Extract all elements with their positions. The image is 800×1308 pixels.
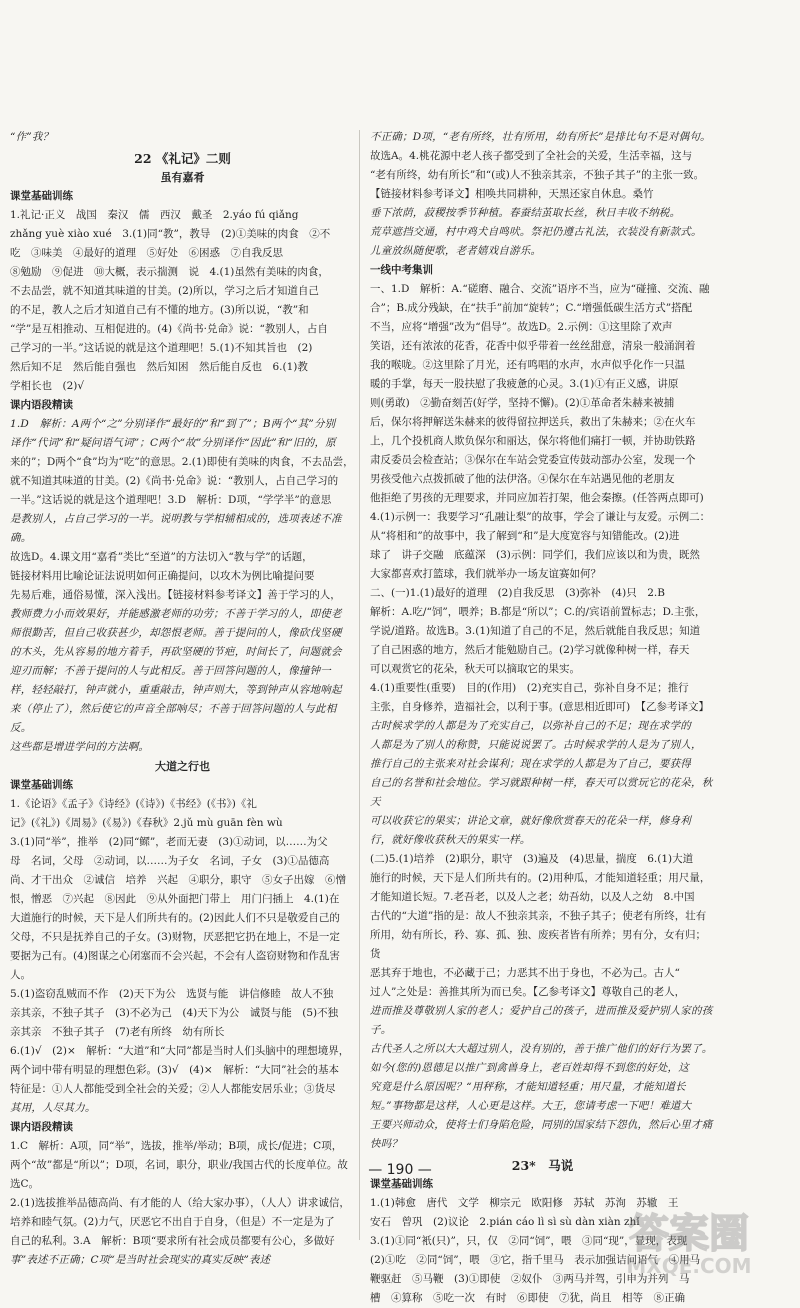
answer-line: 男孩受他六点拨抓破了他的法伊洛。④保尔在车站遇见他的老朋友 (370, 473, 675, 485)
answer-line: 后，保尔将押解送朱赫来的彼得留拉押送兵，救出了朱赫来；②在火车 (370, 416, 696, 428)
answer-line: 恨，憎恶 ⑦兴起 ⑧因此 ⑨从外面把门带上 用门闩插上 4.(1)在 (10, 893, 340, 905)
answer-line: (2)①吃 ②同“饲”，喂 ③它，指千里马 表示加强诘问语气 ④用马 (370, 1254, 701, 1266)
answer-line: 要据为己有。(4)图谋之心闭塞而不会兴起，不会有人盗窃财物和作乱害人。 (10, 950, 340, 981)
section-heading: 课堂基础训练 (370, 1178, 433, 1190)
answer-line: 恶其弃于地也，不必藏于己；力恶其不出于身也，不必为己。古人“ (370, 967, 680, 979)
answer-line: 不当，应将“增强”改为“倡导”。故选D。2.示例：①这里除了欢声 (370, 321, 673, 333)
answer-line: 这些都是增进学问的方法啊。 (10, 741, 150, 753)
answer-line: 师很勤苦，但自己收获甚少，却怨恨老师。善于提问的人，像砍伐坚硬 (10, 627, 342, 639)
section-heading: 课堂基础训练 (10, 779, 73, 791)
lesson-title: 虽有嘉肴 (160, 171, 205, 184)
answer-line: 特征是：①人人都能受到全社会的关爱；②人人都能安居乐业；③货尽 (10, 1083, 336, 1095)
answer-line: 亲其亲 不独子其子 (7)老有所终 幼有所长 (10, 1026, 225, 1038)
answer-line: 才能知道长短。7.老吾老，以及人之老；幼吾幼，以及人之幼 8.中国 (370, 891, 695, 903)
answer-line: 不去品尝，就不知道其味道的甘美。(2)所以，学习之后才知道自己 (10, 285, 319, 297)
section-heading: 课内语段精读 (10, 1121, 73, 1133)
answer-line: 了自己困惑的地方，然后才能勉励自己。(2)学习就像种树一样，春天 (370, 644, 690, 656)
answer-line: 自己的名誉和社会地位。学习就跟种树一样，春天可以赏玩它的花朵，秋天 (370, 777, 713, 808)
chapter-title: 22 《礼记》二则 (134, 151, 231, 166)
answer-line: 故选A。4.桃花源中老人孩子都受到了全社会的关爱，生活幸福，这与 (370, 150, 693, 162)
answer-line: “学”是互相推动、互相促进的。(4)《尚书·兑命》说：“教别人，占自 (10, 323, 328, 335)
answer-line: 两个词中带有明显的理想色彩。(3)√ (4)× 解析：“大同”社会的基本 (10, 1064, 339, 1076)
answer-line: 所用，幼有所长，矜、寡、孤、独、废疾者皆有所养；男有分，女有归；货 (370, 929, 706, 960)
section-heading: 一线中考集训 (370, 264, 433, 276)
answer-line: 可以观赏它的花朵，秋天可以摘取它的果实。 (370, 663, 580, 675)
answer-line: 来的”；D两个“食”均为“吃”的意思。2.(1)即使有美味的肉食，不去品尝， (10, 456, 354, 468)
answer-line: 4.(1)重要性(重要) 目的(作用) (2)充实自己，弥补自身不足；推行 (370, 682, 689, 694)
answer-line: 吃 ③味美 ④最好的道理 ⑤好处 ⑥困惑 ⑦自我反思 (10, 247, 283, 259)
answer-line: 1.《论语》《孟子》《诗经》(《诗》)《书经》(《书》)《礼 (10, 798, 257, 810)
answer-line: 古时候求学的人都是为了充实自己，以弥补自己的不足；现在求学的 (370, 720, 691, 732)
answer-line: 故选D。4.课文用“嘉肴”类比“至道”的方法切入“教与学”的话题， (10, 551, 313, 563)
lesson-title: 大道之行也 (155, 760, 210, 773)
watermark-small-text: MXQE.COM (626, 1254, 752, 1278)
answer-line: 译作“代词”和“疑问语气词”；C两个“故”分别译作“因此”和“旧的，原 (10, 437, 336, 449)
answer-line: 【链接材料参考译文】相唤共同耕种，天黑还家自休息。桑竹 (370, 188, 654, 200)
answer-line: 则(勇敢) ②勤奋刻苦(好学，坚持不懈)。(2)①革命者朱赫来被捕 (370, 397, 675, 409)
answer-line: 1.礼记·正义 战国 秦汉 儒 西汉 戴圣 2.yáo fú qiǎng (10, 209, 299, 221)
answer-line: 施行的时候，天下是人们所共有的。(2)用种瓜，才能知道轻重；用尺量， (370, 872, 711, 884)
answer-line: 大道施行的时候，天下是人们所共有的。(2)因此人们不只是敬爱自己的 (10, 912, 340, 924)
answer-line: 1.C 解析：A项，同“举”，选拔，推举/举动；B项，成长/促进；C项， (10, 1140, 343, 1152)
answer-line: 我的喉咙。②这里除了月光，还有鸣唱的水声，水声似乎化作一只温 (370, 359, 685, 371)
answer-line: 可以收获它的果实；讲论文章，就好像欣赏春天的花朵一样，修身利 (370, 815, 691, 827)
answer-line: 笑语，还有浓浓的花香，花香中似乎带着一丝丝甜意，清泉一般涌润着 (370, 340, 696, 352)
answer-line: 自己的私利。3.A 解析：B项“要求所有社会成员都要有公心，多做好 (10, 1235, 335, 1247)
answer-line: 两个“故”都是“所以”；D项，名词，职分，职业/我国古代的长度单位。故选C。 (10, 1159, 348, 1190)
answer-line: 记》(《礼》)《周易》(《易》)《春秋》2.jǔ mù guān fèn wù (10, 817, 283, 829)
watermark-logo-icon (594, 1201, 784, 1281)
answer-line: 主张，自身修养，造福社会，以利于事。(意思相近即可) 【乙参考译文】 (370, 701, 709, 713)
answer-line: 事”表述不正确；C项“是当时社会现实的真实反映”表述 (10, 1254, 271, 1266)
answer-line: 1.D 解析：A两个“之”分别译作“最好的”和“到了”；B两个“其”分别 (10, 418, 336, 430)
answer-line: 过人”之处是：善推其所为而已矣。【乙参考译文】尊敬自己的老人， (370, 986, 686, 998)
answer-line: 短。”事物都是这样，人心更是这样。大王，您请考虑一下吧！难道大 (370, 1100, 692, 1112)
answer-line: 大家都喜欢打篮球，我们就举办一场友谊赛如何？ (370, 568, 601, 580)
answer-line: 来（停止了），然后使它的声音全部响尽；不善于回答问题的人与此相反。 (10, 703, 337, 734)
answer-line: 荒草遮挡交通，村中鸡犬自鸣吠。祭祀仍遵古礼法，衣装没有新款式。 (370, 226, 702, 238)
answer-line: 迎刃而解；不善于提问的人与此相反。善于回答问题的人，像撞钟一 (10, 665, 331, 677)
answer-line: 链接材料用比喻论证法说明如何正确提问，以攻木为例比喻提问要 (10, 570, 315, 582)
answer-line: 父母，不只是抚养自己的子女。(3)财物，厌恶把它扔在地上，不是一定 (10, 931, 340, 943)
left-column (10, 128, 355, 1266)
page-number: — 190 — (368, 1162, 432, 1178)
answer-line: 己学习的一半。”这话说的就是这个道理吧！5.(1)不知其旨也 (2) (10, 342, 313, 354)
answer-line: ⑧勉励 ⑨促进 ⑩大概，表示揣测 说 4.(1)虽然有美味的肉食， (10, 266, 329, 278)
answer-line: 母 名词，父母 ②动词，以……为子女 名词，子女 (3)①品德高 (10, 855, 330, 867)
answer-line: 4.(1)示例一：我要学习“孔融让梨”的故事，学会了谦让与友爱。示例二： (370, 511, 711, 523)
answer-line: 解析：A.吃/“饲”，喂养；B.都是“所以”；C.的/宾语前置标志；D.主张， (370, 606, 706, 618)
answer-line: 3.(1)①同“衹(只)”，只，仅 ②同“饲”，喂 ③同“现”，显现，表现 (370, 1235, 688, 1247)
answer-line: 安石 曾巩 (2)议论 2.pián cáo lì sì sù dàn xiàn zhǐ (370, 1216, 640, 1228)
answer-line: “老有所终，幼有所长”和“(或)人不独亲其亲，不独子其子”的主张一致。 (370, 169, 705, 181)
answer-line: 学说/道路。故选B。3.(1)知道了自己的不足，然后就能自我反思；知道 (370, 625, 701, 637)
answer-line: 二、(一)1.(1)最好的道理 (2)自我反思 (3)弥补 (4)只 2.B (370, 587, 665, 599)
watermark-big-text: 答案圈 (629, 1211, 749, 1257)
answer-line: 垂下浓荫，菽稷按季节种植。春蚕结茧取长丝，秋日丰收不纳税。 (370, 207, 681, 219)
chapter-title: 23* 马说 (511, 1158, 574, 1173)
column-divider (359, 130, 360, 1240)
answer-line: 王要兴师动众，使将士们身陷危险，同别的国家结下怨仇，然后心里才痛快吗？ (370, 1119, 713, 1150)
answer-line: 槽 ④算称 ⑤吃一次 有时 ⑥即使 ⑦犹，尚且 相等 ⑧正确 (370, 1292, 685, 1304)
answer-line: 然后知不足 然后能自强也 然后知困 然后能自反也 6.(1)教 (10, 361, 308, 373)
answer-line: 1.(1)韩愈 唐代 文学 柳宗元 欧阳修 苏轼 苏洵 苏辙 王 (370, 1197, 679, 1209)
answer-line: (二)5.(1)培养 (2)职分，职守 (3)遍及 (4)思量，揣度 6.(1)大道 (370, 853, 694, 865)
answer-line: 人都是为了别人的称赞，只能说说罢了。古时候求学的人是为了别人， (370, 739, 702, 751)
answer-line: 古代圣人之所以大大超过别人，没有别的，善于推广他们的好行为罢了。 (370, 1043, 713, 1055)
answer-line: 一、1.D 解析：A.“磋磨、融合、交流”语序不当，应为“碰撞、交流、融 (370, 283, 710, 295)
answer-line: 进而推及尊敬别人家的老人；爱护自己的孩子，进而推及爱护别人家的孩子。 (370, 1005, 713, 1036)
answer-line: 就不知道其味道的甘美。(2)《尚书·兑命》说：“教别人，占自己学习的 (10, 475, 339, 487)
answer-line: 古代的“大道”指的是：故人不独亲其亲，不独子其子；使老有所终，壮有 (370, 910, 707, 922)
answer-line: 尚、才干出众 ②诚信 培养 兴起 ④职分，职守 ⑤女子出嫁 ⑥憎 (10, 874, 346, 886)
answer-line: 一半。”这话说的就是这个道理吧！3.D 解析：D项，“学学半”的意思 (10, 494, 332, 506)
answer-line: zhǎng yuè xiào xué 3.(1)同“教”，教导 (2)①美味的肉食 ②不 (10, 228, 331, 240)
answer-line: 教师费力小而效果好，并能感激老师的功劳；不善于学习的人，即使老 (10, 608, 342, 620)
answer-line: 上，几个投机商人欺负保尔和丽达，保尔将他们痛打一顿，并协助铁路 (370, 435, 696, 447)
answer-line: 合”；B.成分残缺，在“扶手”前加“旋转”；C.“增强低碳生活方式”搭配 (370, 302, 693, 314)
answer-line: 不正确；D项，“老有所终，壮有所用，幼有所长”是排比句不是对偶句。 (370, 131, 711, 143)
section-heading: 课内语段精读 (10, 399, 73, 411)
answer-line: 肃反委员会检查站；③保尔在车站会党委宣传鼓动部办公室，发现一个 (370, 454, 696, 466)
answer-line: 儿童放纵随便歌，老者嬉戏自游乐。 (370, 245, 542, 257)
answer-line: 3.(1)同“举”，推举 (2)同“鳏”，老而无妻 (3)①动词，以……为父 (10, 836, 328, 848)
answer-line: 暖的手掌，每天一股扶慰了我疲惫的心灵。3.(1)①有正义感，讲原 (370, 378, 679, 390)
answer-line: 鞭驱赶 ⑤马鞭 (3)①即使 ②奴仆 ③两马并驾，引申为并列 马 (370, 1273, 690, 1285)
answer-line: 亲其亲，不独子其子 (3)不必为己 (4)天下为公 诚贤与能 (5)不独 (10, 1007, 339, 1019)
answer-line: 其用，人尽其力。 (10, 1102, 96, 1114)
answer-line: 5.(1)盗窃乱贼而不作 (2)天下为公 选贤与能 讲信修睦 故人不独 (10, 988, 334, 1000)
answer-line: 推行自己的主张来对社会谋利；现在求学的人都是为了自己，要获得 (370, 758, 691, 770)
answer-line: 他拒绝了男孩的无理要求，并同应加若打架，他会秦擦。(任答两点即可) (370, 492, 704, 504)
answer-line: 学相长也 (2)√ (10, 380, 85, 392)
answer-line: 球了 讲子交融 底蕴深 (3)示例：同学们，我们应该以和为贵，既然 (370, 549, 700, 561)
answer-line: 6.(1)√ (2)× 解析：“大道”和“大同”都是当时人们头脑中的理想境界， (10, 1045, 350, 1057)
answer-line: 的不足，教人之后才知道自己有不懂的地方。(3)所以说，“教”和 (10, 304, 309, 316)
answer-line: “作”我？ (10, 131, 54, 143)
answer-line: 2.(1)选拔推举品德高尚、有才能的人（给大家办事），（人人）讲求诚信， (10, 1197, 350, 1209)
answer-line: 样，轻轻敲打，钟声就小，重重敲击，钟声则大，等到钟声从容地响起 (10, 684, 342, 696)
answer-line: 行，就好像收获秋天的果实一样。 (370, 834, 531, 846)
section-heading: 课堂基础训练 (10, 190, 73, 202)
answer-line: 先易后难，通俗易懂，深入浅出。【链接材料参考译文】善于学习的人， (10, 589, 341, 601)
answer-line: 是教别人，占自己学习的一半。说明教与学相辅相成的，选项表述不准确。 (10, 513, 342, 544)
answer-line: 培养和睦气氛。(2)力气，厌恶它不出自于自身，（但是）不一定是为了 (10, 1216, 335, 1228)
answer-line: 如今(您的)恩德足以推广到禽兽身上，老百姓却得不到您的好处，这 (370, 1062, 689, 1074)
answer-line: 究竟是什么原因呢？“用秤称，才能知道轻重；用尺量，才能知道长 (370, 1081, 686, 1093)
answer-line: 的木头，先从容易的地方着手，再砍坚硬的节疤，时间长了，问题就会 (10, 646, 342, 658)
answer-line: 从“将相和”的故事中，我了解到“和”是大度宽容与知错能改。(2)进 (370, 530, 680, 542)
